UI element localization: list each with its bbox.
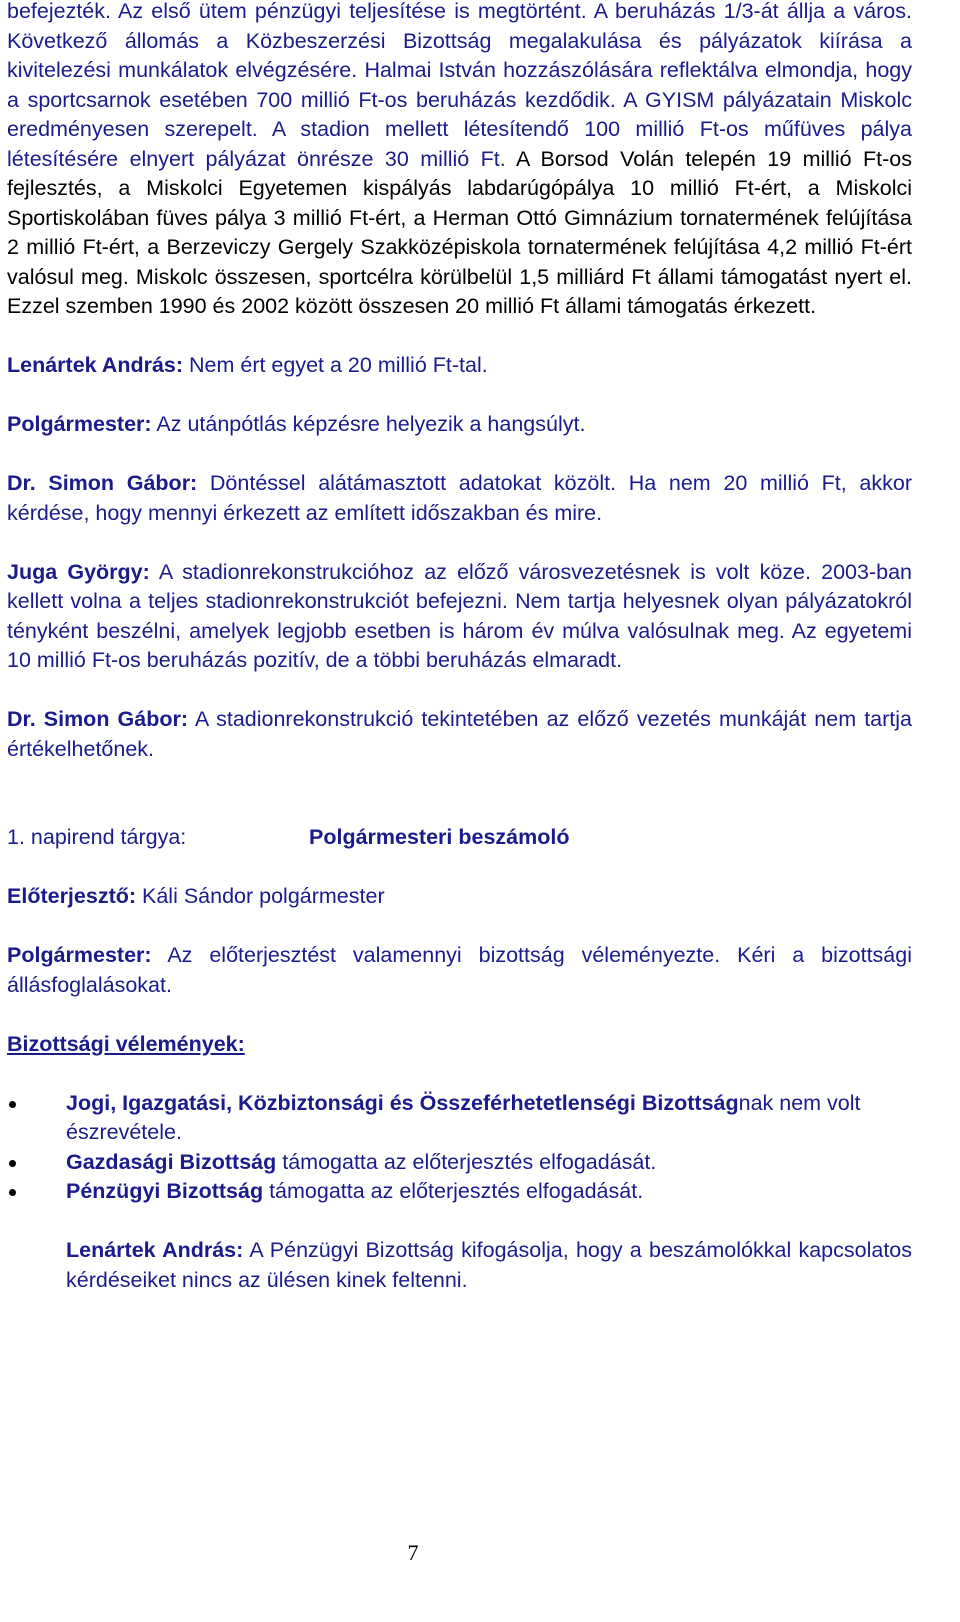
statement-simon-2 [7,705,912,764]
speaker-name: Juga György: [7,559,150,584]
committee-list [7,1089,912,1207]
page-number: 7 [407,1540,419,1565]
speaker-name: Polgármester: [7,412,152,436]
committee-opinion: támogatta az előterjesztés elfogadását. [276,1149,657,1174]
committee-name: Gazdasági Bizottság [66,1149,277,1174]
list-item [7,1177,912,1207]
agenda-title: Polgármesteri beszámoló [309,825,570,849]
statement-text: A stadionrekonstrukcióhoz az előző városvezetésnek is volt köze. 2003-ban kellett volna a teljes stadionrekonstrukciót befejezni. Nem tartja helyesnek olyan pályázatokról tényként beszélni, amelyek legjobb esetben is három év múlva valósulnak meg. Az egyetemi 10 millió Ft-os beruházás pozitív, de a többi beruházás elmaradt. [7,559,913,672]
statement-simon-1 [7,469,912,528]
presenter-label: Előterjesztő: [7,884,137,908]
statement-text: Nem ért egyet a 20 millió Ft-tal. [183,353,488,377]
committee-opinion: támogatta az előterjesztés elfogadását. [263,1179,644,1203]
speaker-name: Lenártek András: [66,1238,244,1262]
bullet-icon [9,1160,16,1167]
committee-heading: Bizottsági vélemények: [7,1031,245,1056]
report-text-blue: befejezték. Az első ütem pénzügyi teljesítése is megtörtént. A beruházás 1/3-át állja a város. Következő állomás a Közbeszerzési Bizottság megalakulása és pályázatok kiírása a kivitelezési munkálatok elvégzésére. Halmai István hozzászólására reflektálva elmondja, hogy a sportcsarnok esetében 700 millió Ft-os beruházás kezdődik. A GYISM pályázatain Miskolc eredményesen szerepelt. A stadion mellett létesítendő 100 millió Ft-os műfüves pálya létesítésére elnyert pályázat önrésze 30 millió Ft. [7,0,912,171]
paragraph-report [7,0,912,322]
statement-polgarmester-2 [7,941,912,1000]
committee-name: Pénzügyi Bizottság [66,1179,264,1203]
statement-text: Az előterjesztést valamennyi bizottság véleményezte. Kéri a bizottsági állásfoglalásokat. [7,943,912,997]
document-page [7,0,912,1295]
statement-lenartek-1 [7,351,912,381]
bullet-icon [9,1189,16,1196]
speaker-name: Dr. Simon Gábor: [7,707,188,731]
committee-opinion: nak nem volt észrevétele. [66,1090,861,1144]
bullet-icon [9,1101,16,1108]
statement-juga [7,558,912,676]
statement-text: A Pénzügyi Bizottság kifogásolja, hogy a beszámolókkal kapcsolatos kérdéseiket nincs az ülésen kinek feltenni. [66,1238,913,1292]
list-item [7,1089,912,1148]
presenter-name: Káli Sándor polgármester [136,884,385,908]
agenda-label: 1. napirend tárgya: [7,825,187,849]
speaker-name: Polgármester: [7,943,152,967]
statement-text: A stadionrekonstrukció tekintetében az előző vezetés munkáját nem tartja értékelhetőnek. [7,707,912,761]
agenda-item [7,823,912,853]
statement-lenartek-2 [7,1236,912,1295]
committee-name: Jogi, Igazgatási, Közbiztonsági és Összeférhetetlenségi Bizottság [66,1090,739,1115]
presenter-line [7,882,912,912]
statement-text: Az utánpótlás képzésre helyezik a hangsúlyt. [151,412,586,436]
report-text: A Borsod Volán telepén 19 millió Ft-os fejlesztés, a Miskolci Egyetemen kispályás labdarúgópálya 10 millió Ft-ért, a Miskolci Sportiskolában füves pálya 3 millió Ft-ért, a Herman Ottó Gimnázium tornatermének felújítása 2 millió Ft-ért, a Berzeviczy Gergely Szakközépiskola tornatermének felújítása 4,2 millió Ft-ért valósul meg. Miskolc összesen, sportcélra körülbelül 1,5 milliárd Ft állami támogatást nyert el. Ezzel szemben 1990 és 2002 között összesen 20 millió Ft állami támogatás érkezett. [7,146,912,318]
speaker-name: Dr. Simon Gábor: [7,471,198,495]
list-item [7,1148,912,1178]
statement-polgarmester-1 [7,410,912,440]
statement-text: Döntéssel alátámasztott adatokat közölt. Ha nem 20 millió Ft, akkor kérdése, hogy mennyi érkezett az említett időszakban és mire. [7,471,912,525]
speaker-name: Lenártek András: [7,353,184,377]
